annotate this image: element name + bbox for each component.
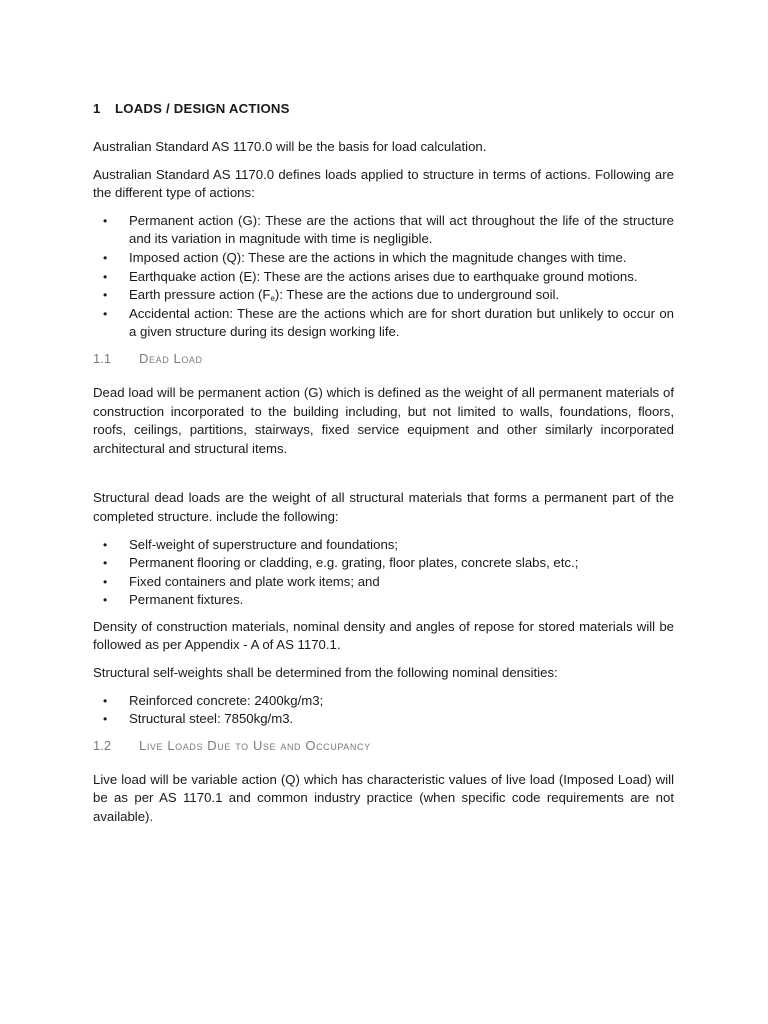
spacer — [93, 467, 674, 489]
list-item — [93, 536, 674, 555]
bullet-icon: • — [103, 712, 108, 727]
subsection-number: 1.1 — [93, 350, 112, 366]
list-item-text: Reinforced concrete: 2400kg/m3; — [129, 692, 324, 708]
section-heading — [93, 100, 674, 118]
list-item — [93, 268, 674, 287]
list-item — [93, 212, 674, 249]
bullet-icon: • — [103, 556, 108, 571]
section-title: LOADS / DESIGN ACTIONS — [115, 101, 290, 116]
bullet-icon: • — [103, 537, 108, 552]
list-item-text: Structural steel: 7850kg/m3. — [129, 711, 294, 727]
bullet-icon: • — [103, 250, 108, 265]
list-item — [93, 692, 674, 711]
dead-load-paragraph-2: Structural dead loads are the weight of all structural materials that forms a permanent part of the completed structure. include the following: — [93, 490, 674, 524]
list-item-text: Imposed action (Q): These are the actions in which the magnitude changes with time. — [129, 249, 627, 265]
dead-load-items-list — [93, 536, 674, 610]
section-number: 1 — [93, 101, 101, 116]
earth-pressure-text-after: ): These are the actions due to underground soil. — [274, 287, 560, 303]
list-item — [93, 554, 674, 573]
subsection-title: Live Loads Due to Use and Occupancy — [139, 737, 371, 753]
list-item-text — [129, 287, 559, 302]
bullet-icon: • — [103, 213, 108, 228]
subsection-title: Dead Load — [139, 350, 203, 366]
list-item — [93, 573, 674, 592]
bullet-icon: • — [103, 593, 108, 608]
list-item-text: Accidental action: These are the actions which are for short duration but unlikely to occur on a given structure during its design working life. — [129, 305, 674, 340]
list-item — [93, 249, 674, 268]
list-item — [93, 710, 674, 729]
bullet-icon: • — [103, 306, 108, 321]
list-item-text: Permanent fixtures. — [129, 592, 244, 608]
subsection-number: 1.2 — [93, 737, 112, 753]
bullet-icon: • — [103, 269, 108, 284]
dead-load-paragraph-1: Dead load will be permanent action (G) which is defined as the weight of all permanent materials of construction incorporated to the building including, but not limited to walls, foundations, floors, roofs, ceilings, partitions, stairways, fixed service equipment and other similarly incorporated architectural and structural items. — [93, 384, 674, 456]
document-page — [93, 100, 674, 836]
bullet-icon: • — [103, 288, 108, 303]
subsection-heading-live-load — [93, 737, 674, 755]
earth-pressure-subscript: e — [270, 294, 275, 304]
actions-list — [93, 212, 674, 342]
dead-load-paragraph-3: Density of construction materials, nominal density and angles of repose for stored materials will be followed as per Appendix - A of AS 1170.1. — [93, 618, 674, 653]
dead-load-paragraph-4: Structural self-weights shall be determined from the following nominal densities: — [93, 665, 558, 681]
bullet-icon: • — [103, 574, 108, 589]
list-item — [93, 286, 674, 305]
bullet-icon: • — [103, 693, 108, 708]
list-item-text: Fixed containers and plate work items; and — [129, 573, 380, 589]
list-item — [93, 305, 674, 342]
densities-list — [93, 692, 674, 729]
earth-pressure-text-before: Earth pressure action (F — [129, 287, 271, 303]
live-load-paragraph-1: Live load will be variable action (Q) which has characteristic values of live load (Imposed Load) will be as per AS 1170.1 and common industry practice (when specific code requirements are not available). — [93, 771, 674, 825]
list-item-text: Self-weight of superstructure and foundations; — [129, 536, 399, 552]
subsection-heading-dead-load — [93, 350, 674, 368]
intro-paragraph-1: Australian Standard AS 1170.0 will be the basis for load calculation. — [93, 139, 487, 154]
list-item-text: Permanent flooring or cladding, e.g. grating, floor plates, concrete slabs, etc.; — [129, 555, 579, 571]
list-item-text: Permanent action (G): These are the actions that will act throughout the life of the structure and its variation in magnitude with time is negligible. — [129, 212, 674, 247]
list-item-text: Earthquake action (E): These are the actions arises due to earthquake ground motions. — [129, 268, 638, 284]
list-item — [93, 591, 674, 610]
intro-paragraph-2: Australian Standard AS 1170.0 defines loads applied to structure in terms of actions. Following are the different type of actions: — [93, 166, 674, 201]
